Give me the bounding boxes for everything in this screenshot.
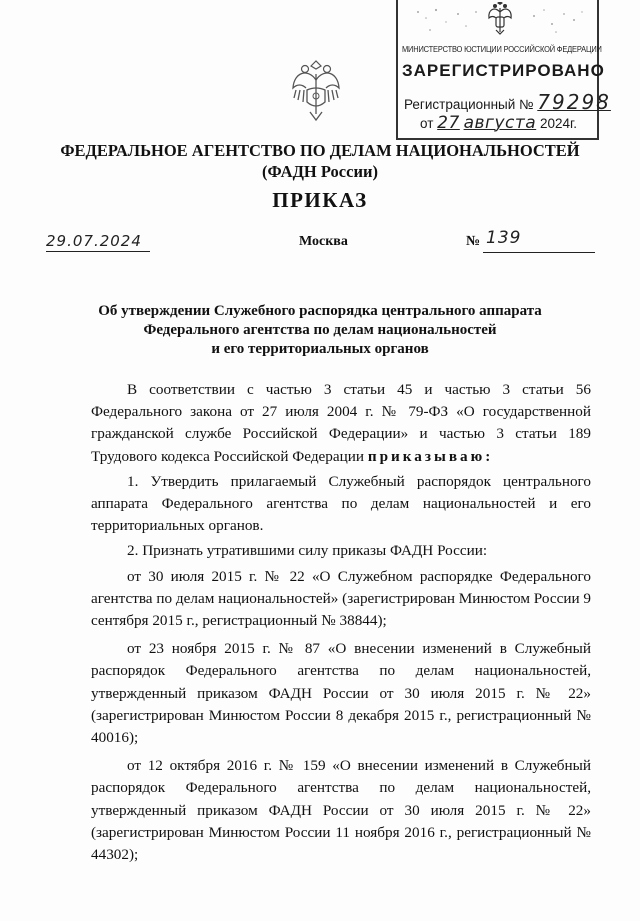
order-number-underline: [483, 252, 595, 253]
item-1: 1. Утвердить прилагаемый Служебный распорядок центрального аппарата Федерального агентства по делам национальностей и его территориальных органов.: [91, 472, 591, 535]
stamp-date-prefix: от: [420, 116, 434, 131]
repealed-order-3: от 12 октября 2016 г. № 159 «О внесении изменений в Служебный распорядок Федерального агентства по делам национальностей, утвержденный приказом ФАДН России от 30 июля 2015 г. № 22» (зарегистрирован Минюстом России 11 ноября 2016 г., регистрационный № 44302);: [91, 757, 591, 864]
stamp-ministry-name: МИНИСТЕРСТВО ЮСТИЦИИ РОССИЙСКОЙ ФЕДЕРАЦИИ: [402, 44, 602, 54]
repealed-order-1: от 30 июля 2015 г. № 22 «О Служебном распорядке Федерального агентства по делам национальностей» (зарегистрирован Минюстом России 9 сентября 2015 г., регистрационный № 38844);: [91, 567, 591, 630]
double-headed-eagle-icon: [486, 2, 514, 36]
stamp-reg-number-line: [404, 90, 611, 114]
order-title-line2: Федерального агентства по делам национальностей: [143, 322, 497, 338]
coat-of-arms-icon: [288, 60, 344, 122]
stamp-reg-number: 79298: [537, 90, 611, 114]
item-2: 2. Признать утратившими силу приказы ФАДН России:: [127, 542, 488, 560]
order-title-line3: и его территориальных органов: [211, 341, 429, 357]
stamp-date-line: [420, 113, 577, 133]
order-date: 29.07.2024: [46, 232, 150, 252]
organization-name: ФЕДЕРАЛЬНОЕ АГЕНТСТВО ПО ДЕЛАМ НАЦИОНАЛЬНОСТЕЙ: [60, 141, 580, 160]
decree-word: приказываю:: [367, 447, 494, 465]
stamp-date-month: августа: [463, 113, 537, 133]
order-city: Москва: [299, 234, 348, 249]
stamp-date-year: 2024г.: [539, 116, 578, 131]
stamp-registered-label: ЗАРЕГИСТРИРОВАНО: [402, 61, 605, 80]
order-body: [91, 379, 591, 866]
organization-short-name: (ФАДН России): [262, 162, 378, 181]
preamble-text: В соответствии с частью 3 статьи 45 и частью 3 статьи 56 Федерального закона от 27 июля 2004 г. № 79-ФЗ «О государственной гражданской службе Российской Федерации» и частью 3 статьи 189 Трудового кодекса Российской Федерации: [91, 381, 591, 465]
stamp-date-day: 27: [437, 113, 460, 133]
document-type: ПРИКАЗ: [272, 188, 368, 212]
order-number: 139: [486, 228, 522, 248]
repealed-order-2: от 23 ноября 2015 г. № 87 «О внесении изменений в Служебный распорядок Федерального агентства по делам национальностей, утвержденный приказом ФАДН России от 30 июля 2015 г. № 22» (зарегистрирован Минюстом России 8 декабря 2015 г., регистрационный № 40016);: [91, 640, 591, 747]
order-number-label: №: [466, 234, 481, 249]
stamp-reg-number-label: Регистрационный №: [404, 97, 534, 112]
order-title-line1: Об утверждении Служебного распорядка центрального аппарата: [98, 303, 542, 319]
preamble-paragraph: [91, 379, 591, 468]
registration-stamp: [396, 0, 611, 140]
